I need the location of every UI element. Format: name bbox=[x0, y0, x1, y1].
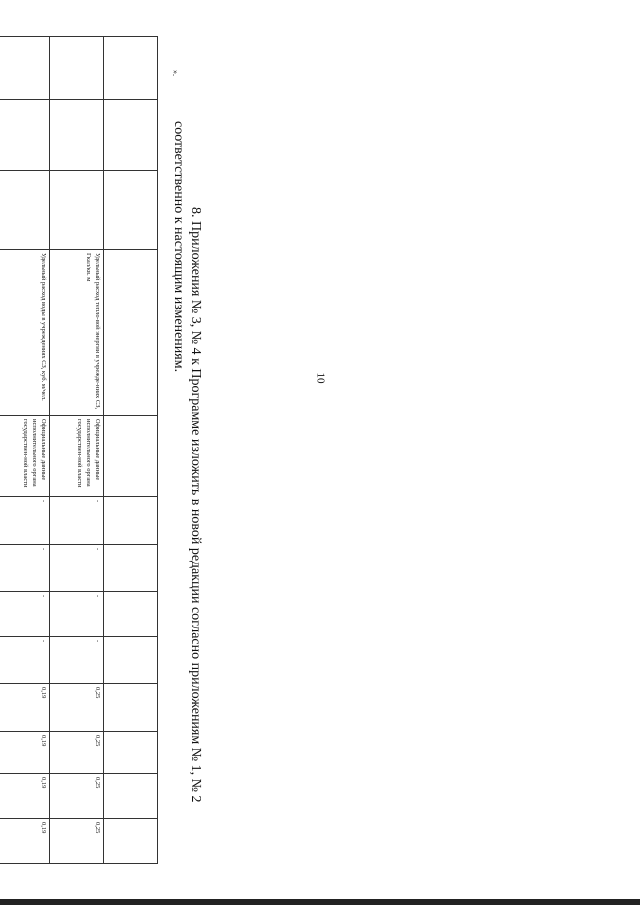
table-cell bbox=[50, 171, 104, 250]
value-cell: - bbox=[0, 545, 50, 592]
table-cell bbox=[0, 37, 50, 100]
value-cell: - bbox=[50, 545, 104, 592]
table-cell bbox=[104, 592, 158, 637]
table-cell bbox=[104, 545, 158, 592]
table-cell bbox=[0, 100, 50, 171]
table-cell bbox=[104, 637, 158, 684]
indicator-table bbox=[0, 36, 158, 864]
value-cell: 0,25 bbox=[50, 732, 104, 774]
table-row bbox=[50, 37, 104, 864]
paragraph: 8. Приложения № 3, № 4 к Программе изложить в новой редакции согласно приложениям № 1, № 2 соответственно к настоящим изменениям. bbox=[171, 121, 203, 803]
data-source: Официальные данные исполнительного органа государствен-ной власти bbox=[50, 416, 104, 497]
table-cell bbox=[104, 732, 158, 774]
table-cell bbox=[104, 497, 158, 545]
value-cell: - bbox=[0, 592, 50, 637]
table-row bbox=[104, 37, 158, 864]
indicator-name: Удельный расход воды в учреждениях СЗ, куб. м/чел. bbox=[0, 250, 50, 416]
value-cell: 0,25 bbox=[50, 684, 104, 732]
continuation-mark: ». bbox=[171, 70, 180, 76]
value-cell: 0,25 bbox=[50, 819, 104, 864]
table-cell bbox=[50, 37, 104, 100]
table-cell bbox=[104, 171, 158, 250]
table-cell bbox=[104, 250, 158, 416]
value-cell: - bbox=[0, 497, 50, 545]
table-cell bbox=[50, 100, 104, 171]
table-cell bbox=[0, 171, 50, 250]
table-cell bbox=[104, 819, 158, 864]
value-cell: - bbox=[50, 637, 104, 684]
value-cell: 0,19 bbox=[0, 732, 50, 774]
value-cell: - bbox=[0, 637, 50, 684]
value-cell: 0,19 bbox=[0, 774, 50, 819]
page-number: 10 bbox=[314, 372, 327, 384]
table-cell bbox=[104, 37, 158, 100]
value-cell: 0,19 bbox=[0, 819, 50, 864]
scan-edge bbox=[0, 899, 640, 905]
value-cell: 0,25 bbox=[50, 774, 104, 819]
value-cell: - bbox=[50, 592, 104, 637]
table-cell bbox=[104, 100, 158, 171]
table-cell bbox=[104, 416, 158, 497]
indicator-name: Удельный расход тепло-вой энергии в учрежде-ниях СЗ, Гкал/кв. м bbox=[50, 250, 104, 416]
data-source: Официальные данные исполнительного органа государствен-ной власти bbox=[0, 416, 50, 497]
table-cell bbox=[104, 774, 158, 819]
value-cell: 0,19 bbox=[0, 684, 50, 732]
value-cell: - bbox=[50, 497, 104, 545]
table-row bbox=[0, 37, 50, 864]
table-cell bbox=[104, 684, 158, 732]
